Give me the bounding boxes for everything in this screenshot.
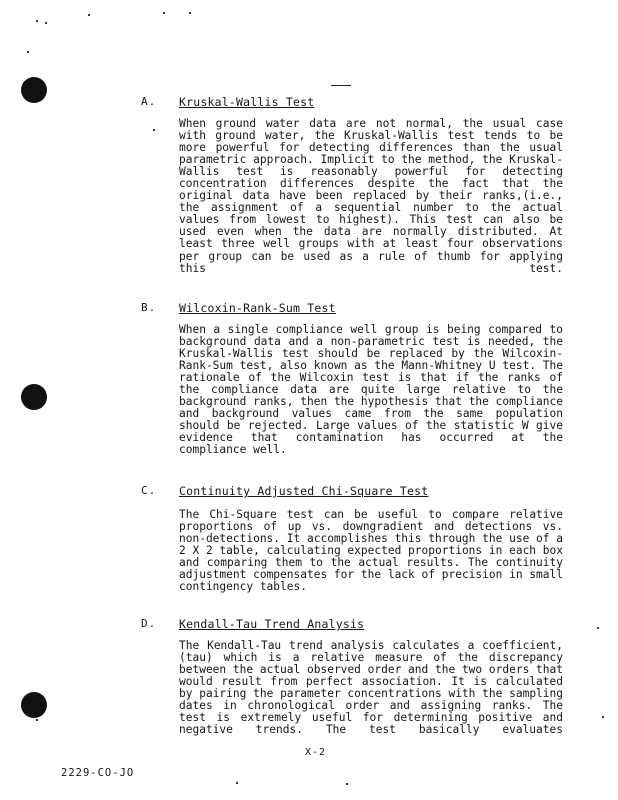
scan-speck — [153, 129, 155, 131]
scan-speck — [88, 14, 90, 16]
scan-speck — [189, 12, 191, 14]
scan-speck — [36, 20, 38, 22]
section-c-heading: Continuity Adjusted Chi-Square Test — [179, 484, 429, 498]
section-a-heading: Kruskal-Wallis Test — [179, 95, 315, 109]
section-b-heading: Wilcoxin-Rank-Sum Test — [179, 301, 336, 315]
scan-speck — [36, 719, 38, 721]
punch-hole-icon — [21, 692, 47, 718]
scan-speck — [602, 716, 604, 718]
section-b-letter: B. — [141, 301, 157, 314]
scan-speck — [346, 783, 348, 785]
scan-speck — [45, 22, 47, 24]
section-c-body: The Chi-Square test can be useful to compare relative proportions of up vs. downgradient and detections vs. non-detections. It accomplishes this through the use of a 2 X 2 table, calculating expected proportions in each box and comparing them to the actual results. The continuity adjustment compensates for the lack of precision in small contingency tables. — [179, 508, 563, 594]
punch-hole-icon — [21, 77, 47, 103]
punch-hole-icon — [21, 384, 47, 410]
scan-speck — [27, 51, 29, 53]
section-a-body: When ground water data are not normal, the usual case with ground water, the Kruskal-Wallis test tends to be more powerful for detecting differences than the usual parametric approach. Implicit to the method, the Kruskal-Wallis test is reasonably powerful for detecting concentration differences despite the fact that the original data have been replaced by their ranks,(i.e., the assignment of a sequential number to the actual values from lowest to highest). This test can also be used even when the data are normally distributed. At least three well groups with at least four observations per group can be used as a rule of thumb for applying this test. — [179, 117, 563, 275]
header-rule — [331, 85, 351, 86]
document-code: 2229-CO-JO — [61, 767, 135, 779]
section-a-letter: A. — [141, 95, 157, 108]
scan-speck — [597, 627, 599, 629]
section-d-body: The Kendall-Tau trend analysis calculates a coefficient, (tau) which is a relative measure of the discrepancy between the actual observed order and the two orders that would result from perfect association. It is calculated by pairing the parameter concentrations with the sampling dates in chronological order and assigning ranks. The test is extremely useful for determining positive and negative trends. The test basically evaluates — [179, 639, 563, 737]
page-number: X-2 — [305, 747, 327, 758]
section-b-body: When a single compliance well group is being compared to background data and a non-parametric test is needed, the Kruskal-Wallis test should be replaced by the Wilcoxin-Rank-Sum test, also known as the Mann-Whitney U test. The rationale of the Wilcoxin test is that if the ranks of the compliance data are quite large relative to the background ranks, then the hypothesis that the compliance and background values came from the same population should be rejected. Large values of the statistic W give evidence that contamination has occurred at the compliance well. — [179, 323, 563, 457]
scan-speck — [236, 782, 238, 784]
section-d-letter: D. — [141, 617, 157, 630]
section-d-heading: Kendall-Tau Trend Analysis — [179, 617, 365, 631]
section-c-letter: C. — [141, 484, 157, 497]
scan-speck — [163, 12, 165, 14]
